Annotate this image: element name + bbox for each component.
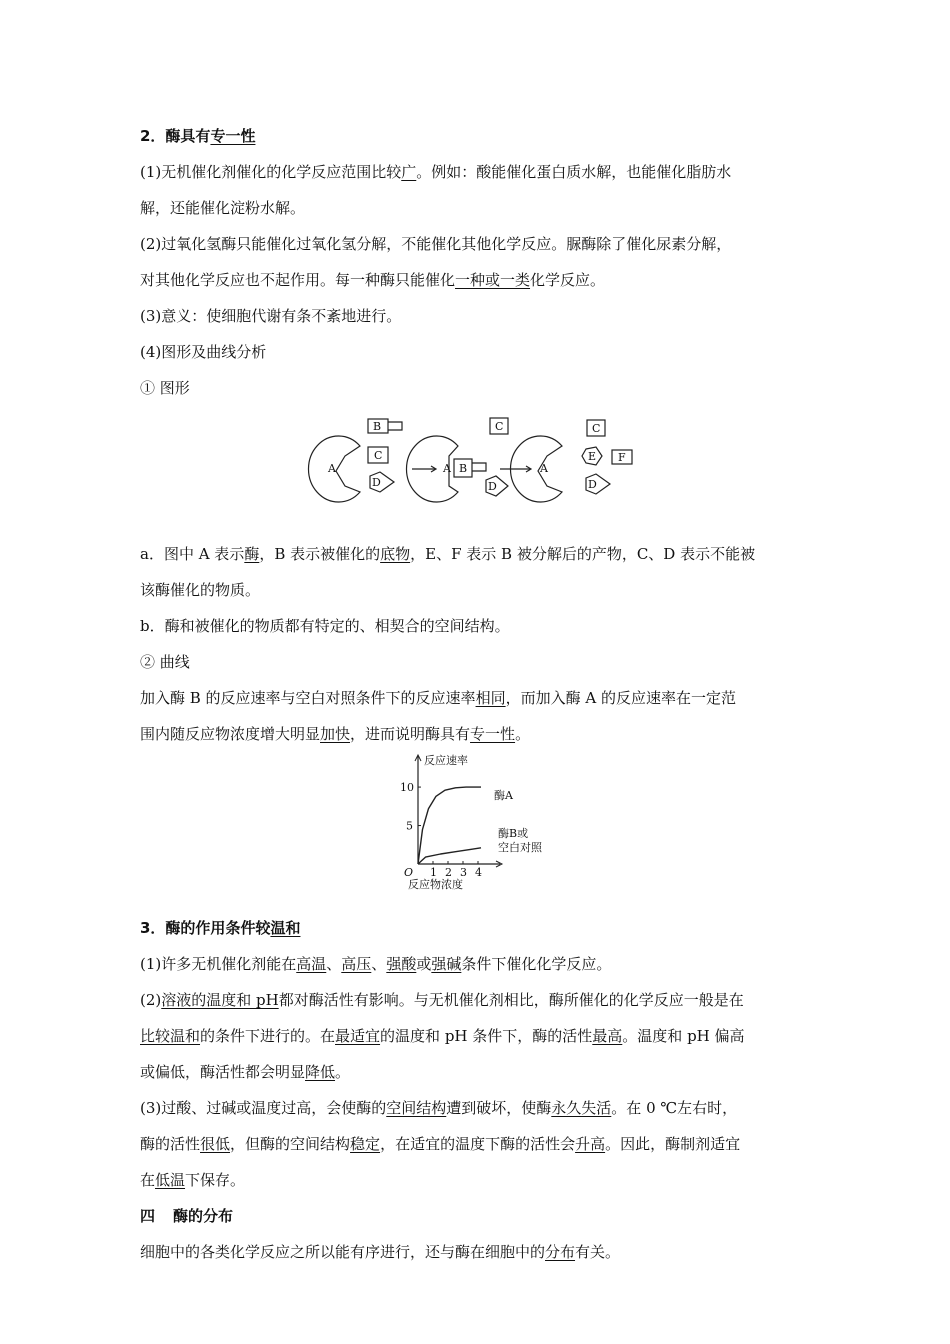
paragraph-line — [140, 716, 812, 752]
text: 或 — [416, 955, 432, 973]
text: 条件下催化化学反应。 — [461, 955, 612, 973]
paragraph-line — [140, 680, 812, 716]
underlined-answer: 高温 — [296, 955, 327, 973]
underlined-answer: 最高 — [592, 1027, 623, 1045]
label-b-2: B — [459, 462, 468, 475]
label-a-3: A — [540, 462, 548, 475]
paragraph-line — [140, 1126, 812, 1162]
legend-enzyme-a: 酶A — [494, 789, 513, 802]
text: 下保存。 — [185, 1171, 246, 1189]
origin-label: O — [404, 866, 414, 879]
label-a-1: A — [328, 462, 336, 475]
x-tick-label: 2 — [445, 866, 452, 879]
heading-text: 酶的分布 — [173, 1207, 234, 1225]
paragraph-line — [140, 608, 812, 644]
series-line-enzyme-b-control — [418, 848, 481, 864]
label-b-1: B — [373, 420, 382, 433]
label-e: E — [588, 450, 597, 463]
underlined-answer: 加快 — [320, 725, 351, 743]
text: ，E、F 表示 B 被分解后的产物，C、D 表示不能被 — [410, 545, 756, 563]
text: 遭到破坏，使酶 — [446, 1099, 552, 1117]
underlined-answer: 永久失活 — [551, 1099, 612, 1117]
section-3-heading — [140, 910, 812, 946]
text: 加入酶 B 的反应速率与空白对照条件下的反应速率 — [140, 689, 476, 707]
text: 解，还能催化淀粉水解。 — [140, 199, 306, 217]
section-number: 四 — [140, 1207, 156, 1225]
label-d-3: D — [588, 478, 597, 491]
heading-text: 3．酶的作用条件较 — [140, 919, 271, 937]
reaction-rate-chart — [140, 752, 812, 892]
text: ② 曲线 — [140, 653, 190, 671]
text: (2)过氧化氢酶只能催化过氧化氢分解，不能催化其他化学反应。脲酶除了催化尿素分解， — [140, 235, 732, 253]
text: (2) — [140, 991, 162, 1009]
paragraph-line — [140, 154, 812, 190]
paragraph-line — [140, 1234, 812, 1270]
y-tick-label: 5 — [406, 819, 413, 833]
section-2-heading — [140, 118, 812, 154]
underlined-answer: 升高 — [575, 1135, 606, 1153]
text: 。 — [515, 725, 531, 743]
underlined-answer: 低温 — [155, 1171, 186, 1189]
label-c-3: C — [592, 422, 601, 435]
paragraph-line — [140, 1018, 812, 1054]
heading-underlined-text: 专一性 — [210, 127, 256, 145]
underlined-answer: 酶 — [244, 545, 260, 563]
text: 酶的活性 — [140, 1135, 201, 1153]
chart-svg — [140, 752, 812, 892]
underlined-answer: 最适宜 — [335, 1027, 381, 1045]
paragraph-line — [140, 536, 812, 572]
text: (4)图形及曲线分析 — [140, 343, 267, 361]
underlined-answer: 专一性 — [470, 725, 516, 743]
y-tick-label: 10 — [400, 781, 414, 795]
text: 在 — [140, 1171, 156, 1189]
text: 的温度和 pH 条件下，酶的活性 — [380, 1027, 593, 1045]
underlined-answer: 强酸 — [386, 955, 417, 973]
text: 。 — [335, 1063, 351, 1081]
label-a-2: A — [443, 462, 451, 475]
text: 。温度和 pH 偏高 — [622, 1027, 745, 1045]
x-tick-label: 1 — [430, 866, 437, 879]
paragraph-line — [140, 946, 812, 982]
text: (1)无机催化剂催化的化学反应范围比较 — [140, 163, 402, 181]
text: b．酶和被催化的物质都有特定的、相契合的空间结构。 — [140, 617, 510, 635]
underlined-answer: 很低 — [200, 1135, 231, 1153]
label-c-2: C — [495, 420, 504, 433]
paragraph-line — [140, 190, 812, 226]
label-c-1: C — [374, 449, 383, 462]
underlined-answer: 强碱 — [431, 955, 462, 973]
text: 。因此，酶制剂适宜 — [605, 1135, 741, 1153]
x-tick-label: 3 — [460, 866, 467, 879]
text: 都对酶活性有影响。与无机催化剂相比，酶所催化的化学反应一般是在 — [278, 991, 744, 1009]
text: (3)意义：使细胞代谢有条不紊地进行。 — [140, 307, 402, 325]
text: 细胞中的各类化学反应之所以能有序进行，还与酶在细胞中的 — [140, 1243, 546, 1261]
sub-heading-curve — [140, 644, 812, 680]
underlined-answer: 底物 — [380, 545, 411, 563]
text: ，在适宜的温度下酶的活性会 — [380, 1135, 576, 1153]
section-4-heading — [140, 1198, 812, 1234]
paragraph-line — [140, 572, 812, 608]
underlined-answer: 分布 — [545, 1243, 576, 1261]
sub-heading-figure — [140, 370, 812, 406]
label-d-1: D — [372, 476, 381, 489]
underlined-answer: 相同 — [475, 689, 506, 707]
underlined-answer: 高压 — [341, 955, 372, 973]
heading-text: 2．酶具有 — [140, 127, 211, 145]
underlined-answer: 稳定 — [350, 1135, 381, 1153]
diagram-svg — [140, 414, 812, 526]
substrate-b-bound-handle — [472, 463, 486, 471]
paragraph-line — [140, 1090, 812, 1126]
text: 化学反应。 — [530, 271, 606, 289]
legend-enzyme-b-line2: 空白对照 — [498, 841, 542, 854]
legend-enzyme-b-line1: 酶B或 — [498, 827, 529, 840]
text: 围内随反应物浓度增大明显 — [140, 725, 321, 743]
text: ① 图形 — [140, 379, 190, 397]
label-f: F — [618, 451, 626, 464]
document-page — [140, 118, 812, 1270]
paragraph-line — [140, 982, 812, 1018]
label-d-2: D — [488, 480, 497, 493]
text: 、 — [371, 955, 387, 973]
text: 该酶催化的物质。 — [140, 581, 261, 599]
text: 。例如：酸能催化蛋白质水解，也能催化脂肪水 — [416, 163, 732, 181]
text: ，而加入酶 A 的反应速率在一定范 — [505, 689, 736, 707]
text: 、 — [326, 955, 342, 973]
x-axis-label: 反应物浓度 — [408, 878, 463, 891]
paragraph-line — [140, 226, 812, 262]
underlined-answer: 降低 — [305, 1063, 336, 1081]
text: ，B 表示被催化的 — [259, 545, 381, 563]
x-tick-label: 4 — [475, 866, 482, 879]
paragraph-line — [140, 1054, 812, 1090]
text: 的条件下进行的。在 — [200, 1027, 336, 1045]
text: ，进而说明酶具有 — [350, 725, 471, 743]
text: 对其他化学反应也不起作用。每一种酶只能催化 — [140, 271, 456, 289]
underlined-answer: 一种或一类 — [455, 271, 531, 289]
text: ，但酶的空间结构 — [230, 1135, 351, 1153]
heading-underlined-text: 温和 — [270, 919, 301, 937]
text: (3)过酸、过碱或温度过高，会使酶的 — [140, 1099, 387, 1117]
paragraph-line — [140, 262, 812, 298]
text: 或偏低，酶活性都会明显 — [140, 1063, 306, 1081]
y-axis-label: 反应速率 — [424, 754, 468, 767]
underlined-answer: 溶液的温度和 pH — [161, 991, 279, 1009]
text: a．图中 A 表示 — [140, 545, 245, 563]
text: 有关。 — [575, 1243, 621, 1261]
text: 。在 0 ℃左右时， — [611, 1099, 738, 1117]
substrate-b-handle-1 — [388, 422, 402, 430]
underlined-answer: 空间结构 — [386, 1099, 447, 1117]
paragraph-line — [140, 334, 812, 370]
underlined-answer: 比较温和 — [140, 1027, 201, 1045]
paragraph-line — [140, 1162, 812, 1198]
enzyme-specificity-diagram — [140, 414, 812, 526]
paragraph-line — [140, 298, 812, 334]
text: (1)许多无机催化剂能在 — [140, 955, 297, 973]
underlined-answer: 广 — [401, 163, 417, 181]
